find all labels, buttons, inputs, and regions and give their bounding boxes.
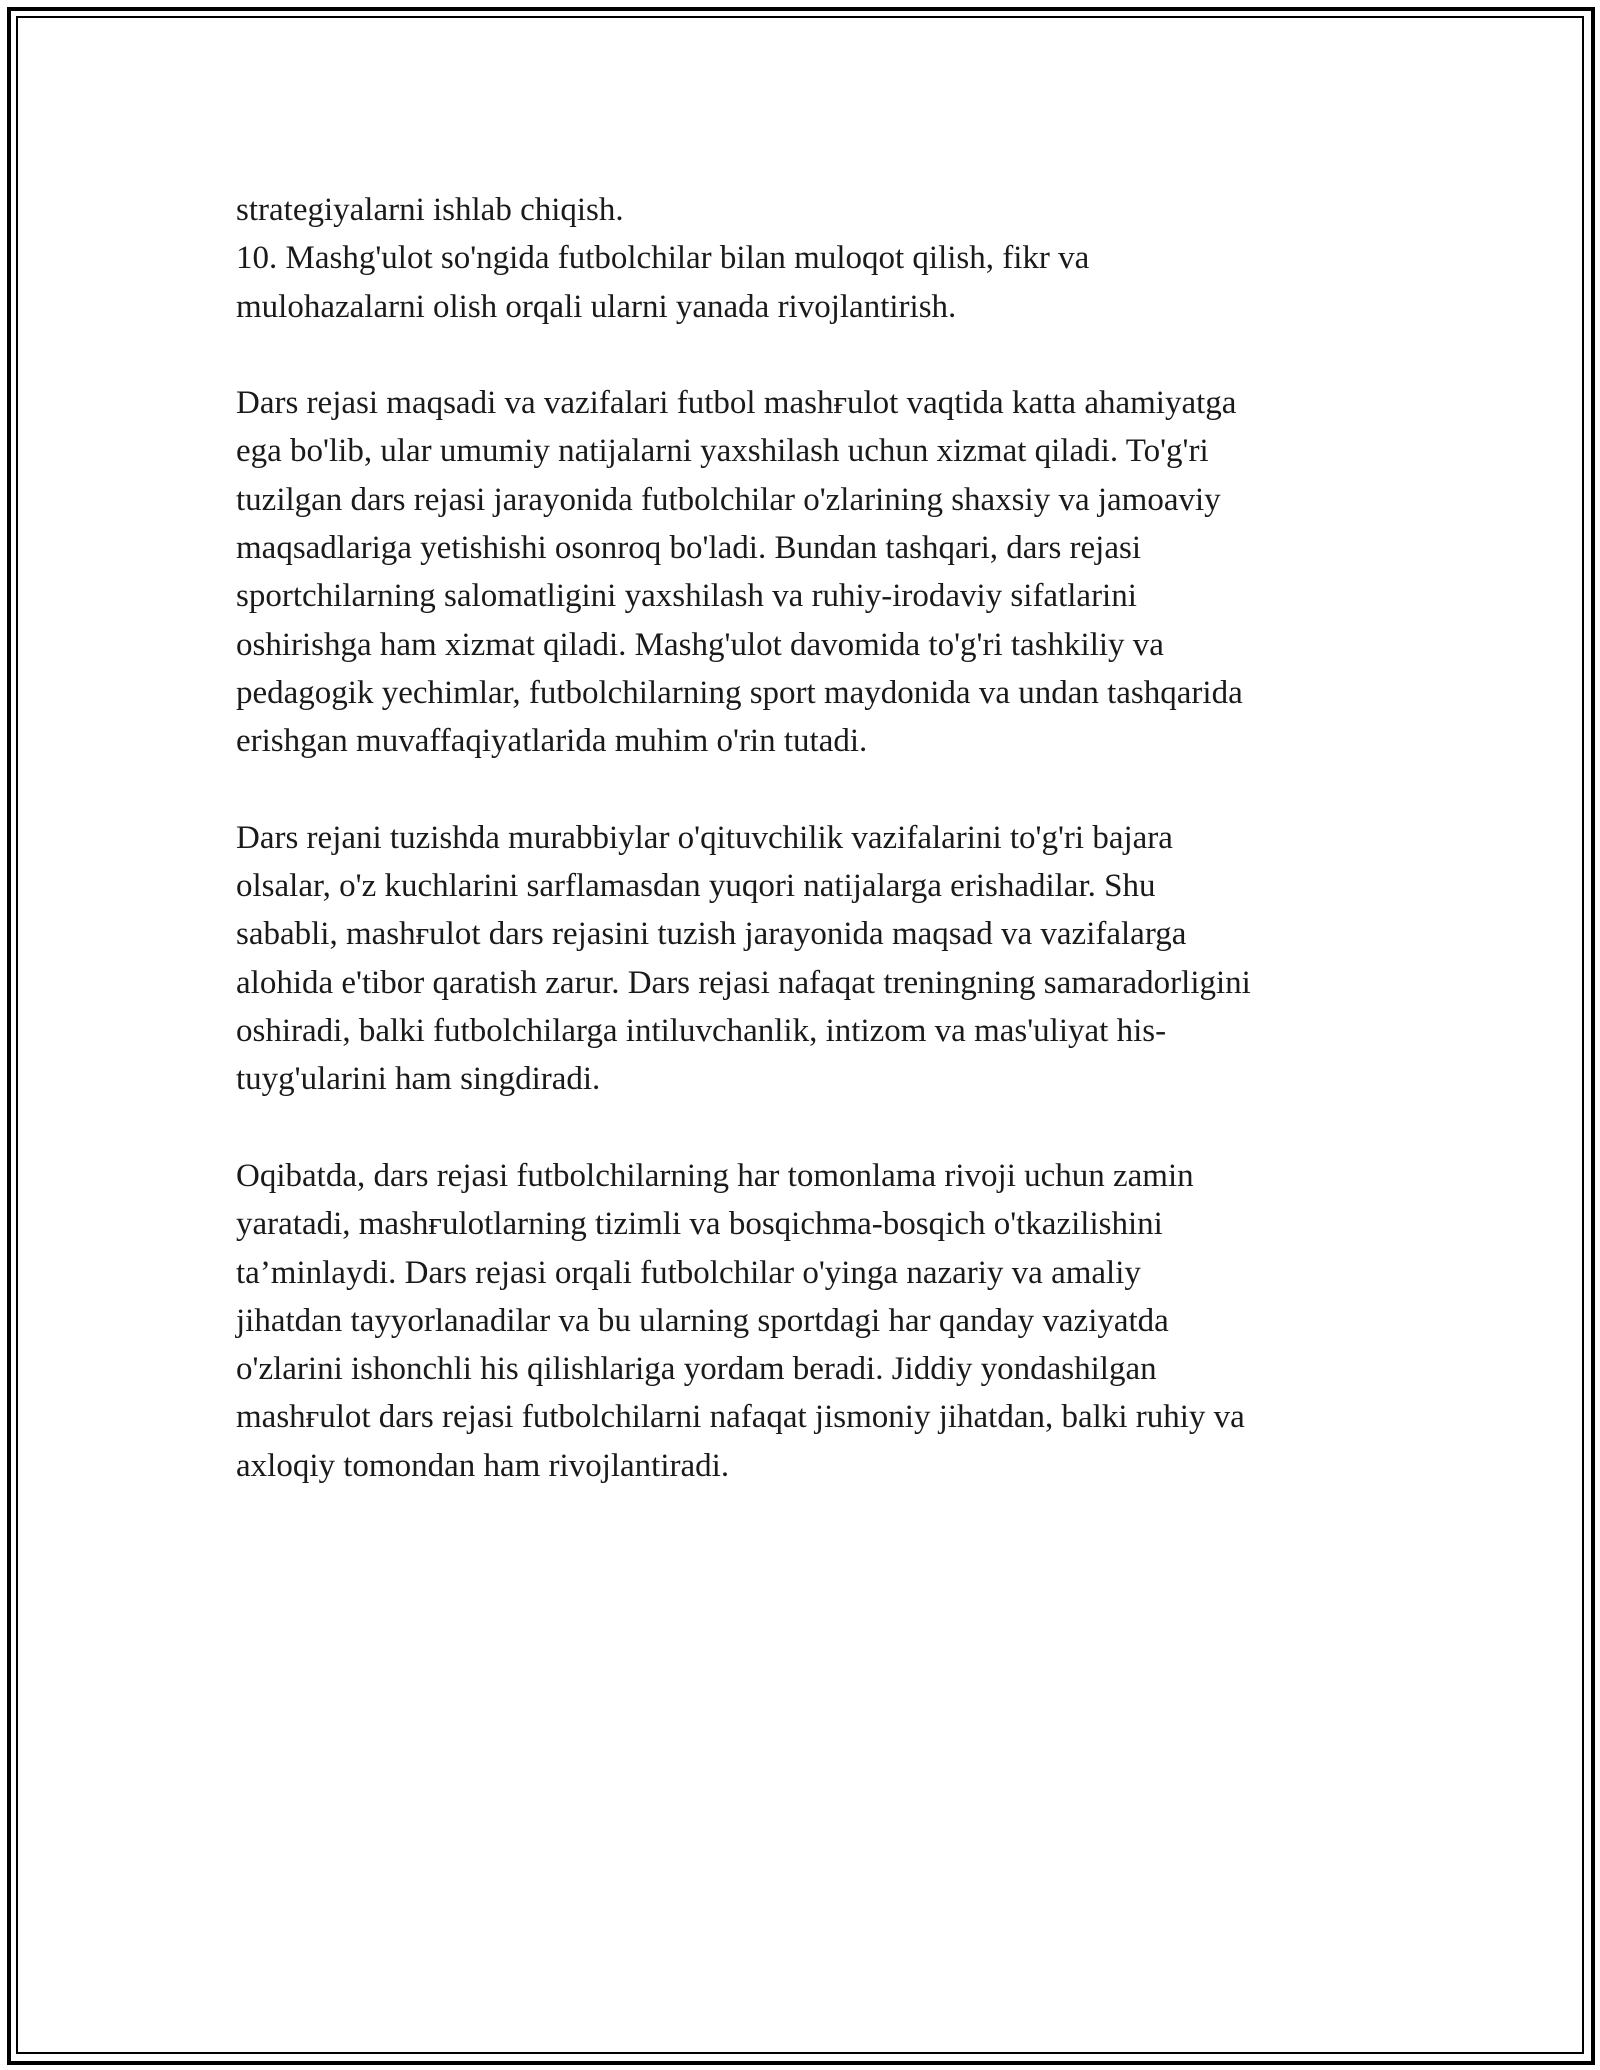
text-line: o'zlarini ishonchli his qilishlariga yordam beradi. Jiddiy yondashilgan — [236, 1351, 1157, 1388]
text-line: oshirishga ham xizmat qiladi. Mashg'ulot davomida to'g'ri tashkiliy va — [236, 626, 1164, 663]
text-line: oshiradi, balki futbolchilarga intiluvchanlik, intizom va mas'uliyat his- — [236, 1013, 1167, 1050]
text-line: mashғulot dars rejasi futbolchilarni nafaqat jismoniy jihatdan, balki ruhiy va — [236, 1399, 1245, 1436]
text-line: olsalar, o'z kuchlarini sarflamasdan yuqori natijalarga erishadilar. Shu — [236, 868, 1156, 905]
text-line: ta’minlaydi. Dars rejasi orqali futbolchilar o'yinga nazariy va amaliy — [236, 1254, 1141, 1291]
text-line: maqsadlariga yetishishi osonroq bo'ladi. Bundan tashqari, dars rejasi — [236, 530, 1142, 567]
paragraph-gap — [236, 766, 1396, 814]
text-line: Oqibatda, dars rejasi futbolchilarning har tomonlama rivoji uchun zamin — [236, 1157, 1194, 1194]
text-line: tuyg'ularini ham singdiradi. — [236, 1061, 601, 1098]
document-body — [236, 186, 1396, 1490]
text-line: axloqiy tomondan ham rivojlantiradi. — [236, 1447, 730, 1484]
text-line: sportchilarning salomatligini yaxshilash va ruhiy-irodaviy sifatlarini — [236, 578, 1137, 615]
text-line: tuzilgan dars rejasi jarayonida futbolchilar o'zlarining shaxsiy va jamoaviy — [236, 481, 1221, 518]
text-line: jihatdan tayyorlanadilar va bu ularning sportdagi har qanday vaziyatda — [236, 1302, 1169, 1339]
text-line: pedagogik yechimlar, futbolchilarning sport maydonida va undan tashqarida — [236, 674, 1243, 711]
text-line: ega bo'lib, ular umumiy natijalarni yaxshilash uchun xizmat qiladi. To'g'ri — [236, 433, 1209, 470]
text-line: alohida e'tibor qaratish zarur. Dars rejasi nafaqat treningning samaradorligini — [236, 964, 1251, 1001]
paragraph-gap — [236, 1104, 1396, 1152]
text-line: Dars rejasi maqsadi va vazifalari futbol mashғulot vaqtida katta ahamiyatga — [236, 385, 1237, 422]
text-line: Dars rejani tuzishda murabbiylar o'qituvchilik vazifalarini to'g'ri bajara — [236, 819, 1173, 856]
text-line: yaratadi, mashғulotlarning tizimli va bosqichma-bosqich o'tkazilishini — [236, 1206, 1163, 1243]
text-line: sababli, mashғulot dars rejasini tuzish jarayonida maqsad va vazifalarga — [236, 916, 1187, 953]
text-line: mulohazalarni olish orqali ularni yanada rivojlantirish. — [236, 288, 957, 325]
text-line: 10. Mashg'ulot so'ngida futbolchilar bilan muloqot qilish, fikr va — [236, 240, 1090, 277]
text-line: strategiyalarni ishlab chiqish. — [236, 192, 624, 228]
text-line: erishgan muvaffaqiyatlarida muhim o'rin tutadi. — [236, 723, 868, 760]
paragraph-gap — [236, 331, 1396, 379]
